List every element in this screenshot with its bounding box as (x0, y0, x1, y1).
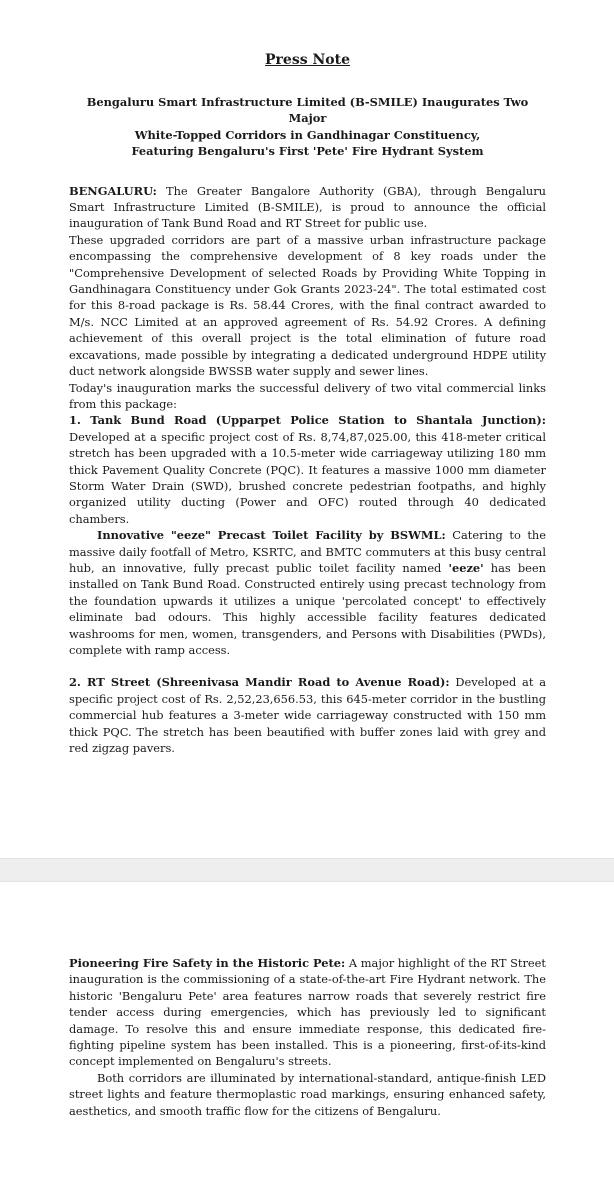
headline (69, 94, 546, 160)
paragraph-eeze-toilet (69, 527, 546, 658)
paragraph-intro (69, 183, 546, 232)
headline-line: Bengaluru Smart Infrastructure Limited (B-SMILE) Inaugurates Two Major (86, 95, 529, 126)
document-page-2 (0, 882, 614, 1200)
paragraph-delivery: Today's inauguration marks the successful delivery of two vital commercial links from this package: (69, 380, 546, 411)
paragraph-tank-bund-road (69, 412, 546, 527)
page-separator (0, 858, 614, 882)
paragraph-fire-safety (69, 955, 546, 1070)
paragraph-text: The Greater Bangalore Authority (GBA), through Bengaluru Smart Infrastructure Limited (B-SMILE), is proud to announce the official inauguration of Tank Bund Road and RT Street for public use. (69, 183, 546, 231)
facility-name: 'eeze' (448, 560, 484, 575)
paragraph-text: has been installed on Tank Bund Road. Constructed entirely using precast technology from the foundation upwards it utilizes a unique 'percolated concept' to effectively eliminate bad odours. This highly accessible facility features dedicated washrooms for men, women, transgenders, and Persons with Disabilities (PWDs), complete with ramp access. (69, 560, 546, 657)
paragraph-street-lights: Both corridors are illuminated by international-standard, antique-finish LED street lights and feature thermoplastic road markings, ensuring enhanced safety, aesthetics, and smooth traffic flow for the citizens of Bengaluru. (69, 1070, 546, 1118)
section-heading: Innovative "eeze" Precast Toilet Facility by BSWML: (97, 528, 446, 543)
paragraph-text: A major highlight of the RT Street inauguration is the commissioning of a state-of-the-art Fire Hydrant network. The historic 'Bengaluru Pete' area features narrow roads that severely restrict fire tender access during emergencies, which has previously led to significant damage. To resolve this and ensure immediate response, this dedicated fire-fighting pipeline system has been installed. This is a pioneering, first-of-its-kind concept implemented on Bengaluru's streets. (69, 956, 546, 1069)
section-heading: 2. RT Street (Shreenivasa Mandir Road to Avenue Road): (69, 675, 450, 690)
headline-line: White-Topped Corridors in Gandhinagar Constituency, (134, 127, 481, 142)
dateline: BENGALURU: (69, 183, 157, 198)
section-heading: 1. Tank Bund Road (Upparpet Police Station to Shantala Junction): (69, 413, 546, 428)
paragraph-rt-street (69, 674, 546, 756)
paragraph-text: Developed at a specific project cost of Rs. 8,74,87,025.00, this 418-meter critical stretch has been upgraded with a 10.5-meter wide carriageway utilizing 180 mm thick Pavement Quality Concrete (PQC). It features a massive 1000 mm diameter Storm Water Drain (SWD), brushed concrete pedestrian footpaths, and highly organized utility ducting (Power and OFC) routed through 40 dedicated chambers. (69, 429, 546, 526)
paragraph-text: Developed at a specific project cost of Rs. 2,52,23,656.53, this 645-meter corridor in the bustling commercial hub features a 3-meter wide carriageway constructed with 150 mm thick PQC. The stretch has been beautified with buffer zones laid with grey and red zigzag pavers. (69, 675, 546, 756)
paragraph-package: These upgraded corridors are part of a massive urban infrastructure package encompassing the comprehensive development of 8 key roads under the "Comprehensive Development of selected Roads by Providing White Topping in Gandhinagara Constituency under Gok Grants 2023-24". The total estimated cost for this 8-road package is Rs. 58.44 Crores, with the final contract awarded to M/s. NCC Limited at an approved agreement of Rs. 54.92 Crores. A defining achievement of this overall project is the total elimination of future road excavations, made possible by integrating a dedicated underground HDPE utility duct network alongside BWSSB water supply and sewer lines. (69, 232, 546, 379)
headline-line: Featuring Bengaluru's First 'Pete' Fire Hydrant System (131, 144, 484, 159)
page-title: Press Note (265, 52, 350, 68)
paragraph-text: Catering to the massive daily footfall of Metro, KSRTC, and BMTC commuters at this busy central hub, an innovative, fully precast public toilet facility named (69, 528, 546, 575)
section-heading: Pioneering Fire Safety in the Historic Pete: (69, 956, 346, 970)
